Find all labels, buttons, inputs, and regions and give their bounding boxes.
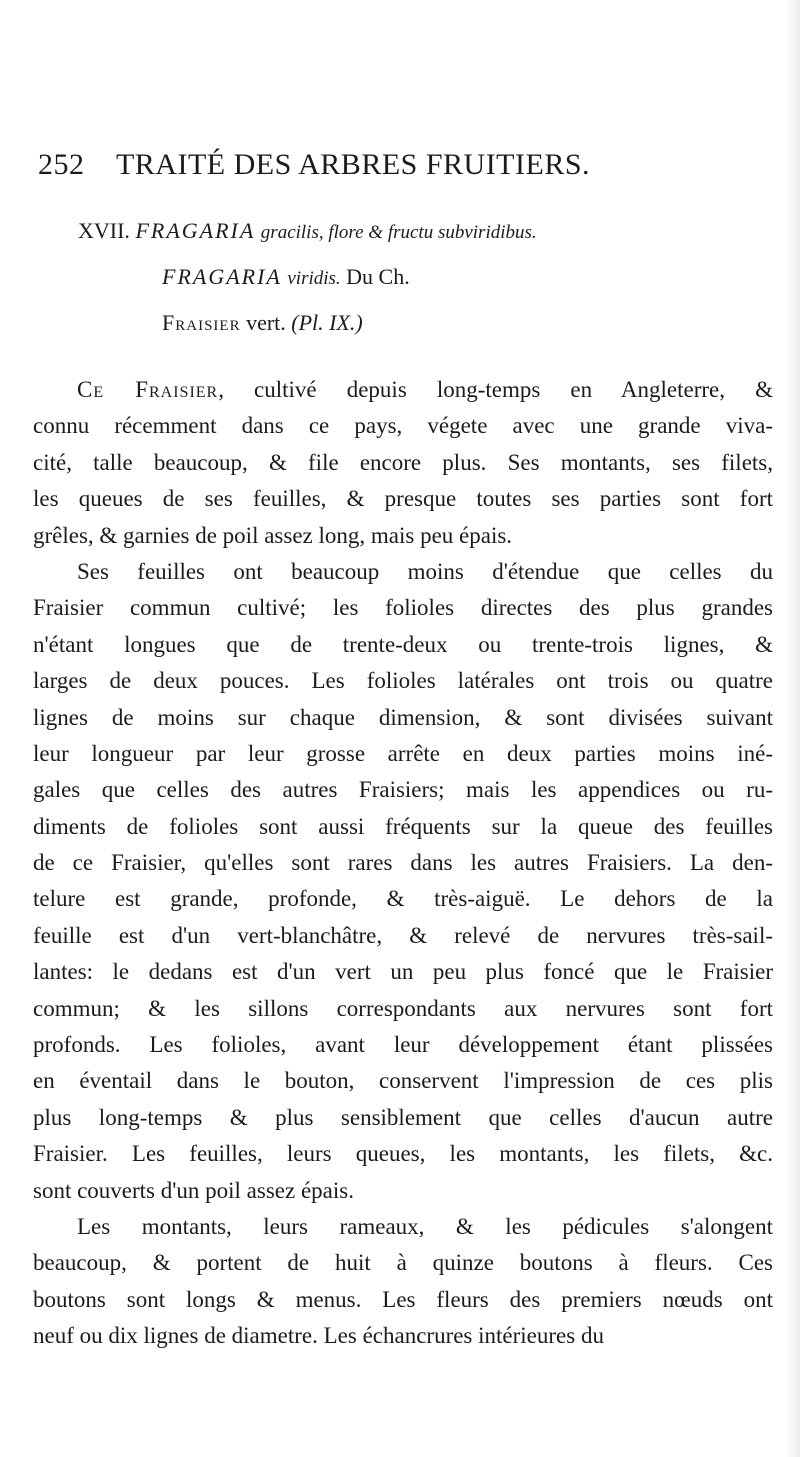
entry-number: XVII. [78,218,130,243]
line-text: , cultivé depuis long-temps en Angleterre, & [218,377,773,402]
text-line [33,590,773,626]
paragraph [33,1209,773,1355]
text-line [33,736,773,772]
plate-reference: (Pl. IX.) [291,310,363,335]
line-text: profonds. Les folioles, avant leur développement étant plissées [33,1032,773,1058]
text-line [33,1136,773,1172]
line-text: gales que celles des autres Fraisiers; mais les appendices ou ru- [33,777,773,803]
text-line [33,554,773,590]
text-line [33,445,773,481]
line-text: lantes: le dedans est d'un vert un peu plus foncé que le Fraisier [33,959,773,985]
line-text: sont couverts d'un poil assez épais. [33,1177,354,1203]
line-text: boutons sont longs & menus. Les fleurs des premiers nœuds ont [33,1286,773,1312]
common-name-epithet: vert. [246,310,286,335]
common-name: Fraisier [162,310,241,335]
paragraph [33,554,773,1209]
text-line [33,663,773,699]
line-text: en éventail dans le bouton, conservent l'impression de ces plis [33,1068,773,1094]
page-number: 252 [38,148,85,181]
page-edge [786,0,800,1457]
text-line [33,1282,773,1318]
text-line [33,809,773,845]
line-text: n'étant longues que de trente-deux ou trente-trois lignes, & [33,631,773,657]
small-caps-name: Ce Fraisier [77,377,219,402]
line-text: Fraisier commun cultivé; les folioles directes des plus grandes [33,595,773,621]
line-text: Fraisier. Les feuilles, leurs queues, les montants, les filets, &c. [33,1141,773,1167]
line-text: telure est grande, profonde, & très-aiguë. Le dehors de la [33,886,773,912]
line-text: neuf ou dix lignes de diametre. Les échancrures intérieures du [33,1323,604,1349]
line-text: les queues de ses feuilles, & presque toutes ses parties sont fort [33,486,773,512]
genus-name: FRAGARIA [135,218,256,243]
text-line [33,1027,773,1063]
line-text: lignes de moins sur chaque dimension, & sont divisées suivant [33,704,773,730]
line-text: diments de folioles sont aussi fréquents sur la queue des feuilles [33,813,773,839]
text-line [33,627,773,663]
line-text: connu récemment dans ce pays, végete avec une grande viva- [33,413,773,439]
body-text [33,372,773,1355]
text-line [33,1063,773,1099]
text-line [33,845,773,881]
running-title: TRAITÉ DES ARBRES FRUITIERS. [115,148,591,181]
text-line [33,481,773,517]
species-heading-line-2 [78,262,738,308]
line-text: cité, talle beaucoup, & file encore plus. Ses montants, ses filets, [33,449,773,475]
text-line [33,1100,773,1136]
species-heading-line-1 [78,216,738,262]
paragraph [33,372,773,554]
text-line [33,881,773,917]
text-line [33,918,773,954]
species-heading [78,216,738,354]
text-line [33,1209,773,1245]
line-text: leur longueur par leur grosse arrête en deux parties moins iné- [33,740,773,766]
text-line [33,408,773,444]
text-line [33,518,773,554]
text-line [33,700,773,736]
text-line [33,991,773,1027]
synonym-author: Du Ch. [346,264,410,289]
line-text: plus long-temps & plus sensiblement que celles d'aucun autre [33,1104,773,1130]
text-line [33,1245,773,1281]
line-text: grêles, & garnies de poil assez long, mais peu épais. [33,522,513,548]
line-text: commun; & les sillons correspondants aux nervures sont fort [33,995,773,1021]
line-text: larges de deux pouces. Les folioles latérales ont trois ou quatre [33,668,773,694]
text-line [33,772,773,808]
line-text: beaucoup, & portent de huit à quinze boutons à fleurs. Ces [33,1250,773,1276]
species-heading-line-3 [78,308,738,354]
line-text: Les montants, leurs rameaux, & les pédicules s'alongent [77,1213,773,1239]
running-header [38,148,738,188]
text-line [33,1318,773,1354]
synonym-epithet: viridis. [287,268,341,289]
line-text: Ses feuilles ont beaucoup moins d'étendue que celles du [77,558,773,584]
line-text: feuille est d'un vert-blanchâtre, & relevé de nervures très-sail- [33,922,773,948]
species-description: gracilis, flore & fructu subviridibus. [260,222,537,243]
line-text: de ce Fraisier, qu'elles sont rares dans les autres Fraisiers. La den- [33,850,773,876]
text-line [33,954,773,990]
text-line [33,372,773,408]
text-line [33,1173,773,1209]
synonym-genus: FRAGARIA [162,264,282,289]
